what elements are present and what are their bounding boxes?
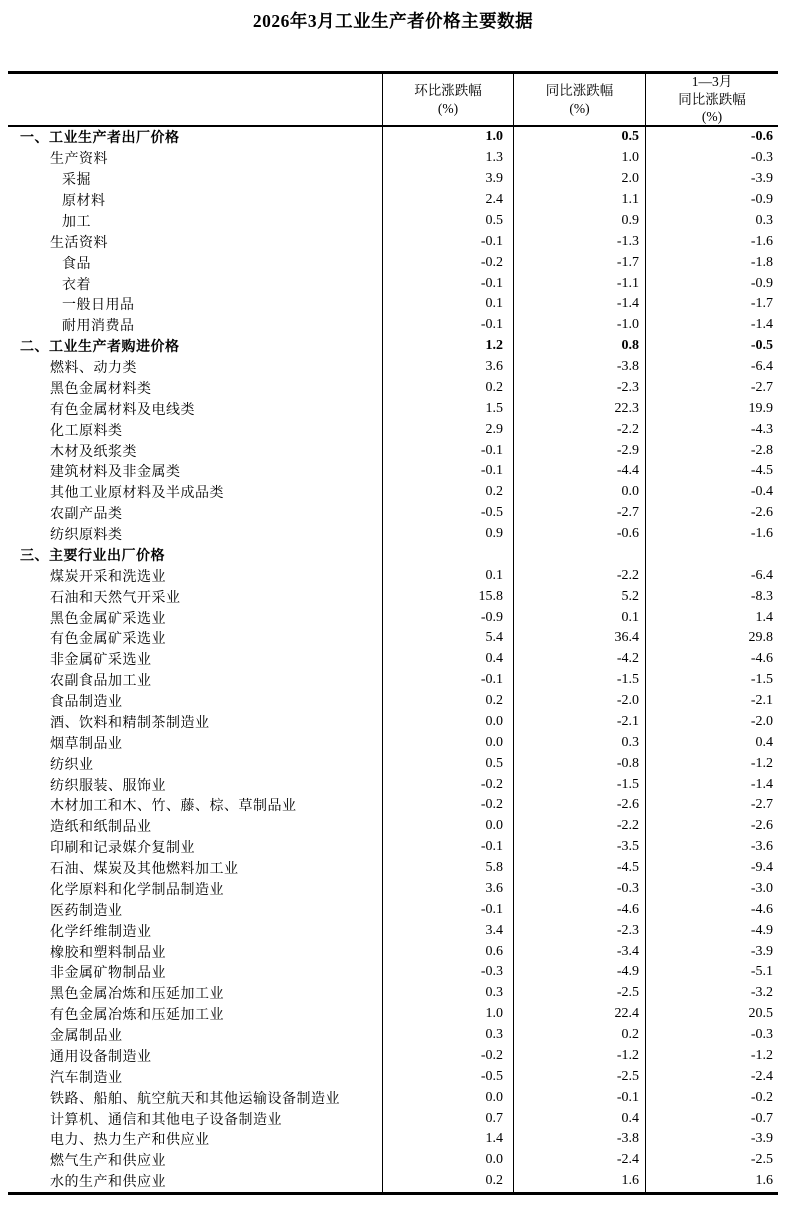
row-label: 采掘 [62,173,91,189]
row-label: 医药制造业 [50,903,123,919]
cell-yoy-change: -2.1 [513,712,645,733]
cell-cumulative-yoy: -2.4 [645,1066,778,1087]
cell-cumulative-yoy: -2.6 [645,503,778,524]
cell-mom-change: 1.0 [382,1004,513,1025]
row-label: 黑色金属材料类 [50,381,152,397]
header-label-cell [8,74,382,125]
row-label: 燃料、动力类 [50,361,137,377]
row-label: 纺织服装、服饰业 [50,778,166,794]
cell-mom-change: -0.2 [382,1046,513,1067]
cell-yoy-change: -4.5 [513,858,645,879]
table-row [8,649,778,670]
cell-cumulative-yoy: -4.6 [645,649,778,670]
cell-yoy-change: -3.8 [513,1129,645,1150]
cell-mom-change: -0.9 [382,607,513,628]
cell-yoy-change: -3.4 [513,941,645,962]
table-row [8,879,778,900]
row-label: 纺织原料类 [50,528,123,544]
table-row [8,1046,778,1067]
cell-cumulative-yoy: -0.9 [645,273,778,294]
cell-mom-change: 0.2 [382,482,513,503]
cell-cumulative-yoy: -1.2 [645,1046,778,1067]
row-label: 造纸和纸制品业 [50,820,152,836]
row-label: 有色金属矿采选业 [50,632,166,648]
table-row [8,231,778,252]
cell-mom-change: 0.5 [382,753,513,774]
table-row [8,315,778,336]
cell-yoy-change: 22.4 [513,1004,645,1025]
cell-yoy-change: -1.7 [513,252,645,273]
cell-cumulative-yoy: -2.6 [645,816,778,837]
cell-mom-change: 0.7 [382,1108,513,1129]
cell-mom-change: 0.0 [382,712,513,733]
row-label: 建筑材料及非金属类 [50,465,181,481]
cell-cumulative-yoy: -0.2 [645,1087,778,1108]
row-label: 耐用消费品 [62,319,135,335]
table-header [8,74,778,127]
cell-mom-change: -0.3 [382,962,513,983]
cell-yoy-change: -0.6 [513,524,645,545]
table-row [8,378,778,399]
header-mom-line2: (%) [437,100,459,116]
table-row [8,503,778,524]
cell-yoy-change: 0.1 [513,607,645,628]
row-label: 有色金属冶炼和压延加工业 [50,1008,224,1024]
cell-mom-change: -0.2 [382,774,513,795]
cell-yoy-change: 0.4 [513,1108,645,1129]
row-label: 木材加工和木、竹、藤、棕、草制品业 [50,799,297,815]
row-label: 通用设备制造业 [50,1049,152,1065]
row-label: 木材及纸浆类 [50,444,137,460]
cell-yoy-change [513,545,645,566]
cell-mom-change: 1.0 [382,127,513,148]
cell-mom-change: 0.0 [382,816,513,837]
table-row [8,419,778,440]
header-cumulative-yoy [645,74,778,125]
cell-cumulative-yoy: -3.9 [645,169,778,190]
cell-mom-change: 0.6 [382,941,513,962]
table-row [8,1171,778,1192]
table-row [8,1087,778,1108]
table-row [8,357,778,378]
cell-cumulative-yoy: -2.1 [645,691,778,712]
table-row [8,983,778,1004]
row-label: 化工原料类 [50,423,123,439]
cell-yoy-change: 0.8 [513,336,645,357]
table-row [8,1025,778,1046]
row-label: 铁路、船舶、航空航天和其他运输设备制造业 [50,1091,340,1107]
cell-mom-change: -0.5 [382,1066,513,1087]
cell-mom-change: 0.4 [382,649,513,670]
cell-mom-change: 0.5 [382,211,513,232]
table-row [8,712,778,733]
header-cum-line3: (%) [701,109,723,125]
cell-cumulative-yoy: -3.9 [645,941,778,962]
cell-yoy-change: -2.7 [513,503,645,524]
row-label: 石油、煤炭及其他燃料加工业 [50,862,239,878]
cell-mom-change: 5.8 [382,858,513,879]
table-row [8,169,778,190]
cell-yoy-change: -2.2 [513,565,645,586]
cell-mom-change: 3.9 [382,169,513,190]
row-label: 黑色金属冶炼和压延加工业 [50,987,224,1003]
cell-mom-change: 0.1 [382,565,513,586]
row-label: 印刷和记录媒介复制业 [50,841,195,857]
row-label: 非金属矿采选业 [50,653,152,669]
cell-cumulative-yoy: 1.6 [645,1171,778,1192]
cell-yoy-change: 1.6 [513,1171,645,1192]
table-row [8,252,778,273]
cell-mom-change: -0.1 [382,899,513,920]
cell-cumulative-yoy: -1.8 [645,252,778,273]
table-row [8,899,778,920]
cell-cumulative-yoy: -0.3 [645,148,778,169]
cell-mom-change: 3.6 [382,357,513,378]
cell-cumulative-yoy: -3.0 [645,879,778,900]
table-row [8,586,778,607]
cell-yoy-change: 22.3 [513,398,645,419]
cell-cumulative-yoy: -0.3 [645,1025,778,1046]
header-yoy-change [513,74,645,125]
cell-mom-change: 1.3 [382,148,513,169]
cell-yoy-change: -2.5 [513,983,645,1004]
cell-cumulative-yoy: 0.3 [645,211,778,232]
cell-mom-change: 2.4 [382,190,513,211]
cell-mom-change: 0.0 [382,732,513,753]
cell-cumulative-yoy: -5.1 [645,962,778,983]
table-row [8,753,778,774]
row-label: 原材料 [62,194,106,210]
cell-mom-change: -0.1 [382,315,513,336]
cell-yoy-change: -1.5 [513,774,645,795]
row-label: 计算机、通信和其他电子设备制造业 [50,1112,282,1128]
cell-cumulative-yoy: -1.5 [645,670,778,691]
cell-mom-change: 0.1 [382,294,513,315]
row-label: 生产资料 [50,152,108,168]
cell-yoy-change: 36.4 [513,628,645,649]
table-row [8,774,778,795]
header-mom-change [382,74,513,125]
cell-cumulative-yoy: -2.5 [645,1150,778,1171]
row-label: 酒、饮料和精制茶制造业 [50,715,210,731]
table-row [8,211,778,232]
cell-mom-change: 0.0 [382,1150,513,1171]
table-row [8,440,778,461]
cell-cumulative-yoy: -1.6 [645,524,778,545]
cell-cumulative-yoy: -3.9 [645,1129,778,1150]
cell-mom-change: 1.5 [382,398,513,419]
row-label: 燃气生产和供应业 [50,1154,166,1170]
cell-cumulative-yoy: 20.5 [645,1004,778,1025]
cell-mom-change: -0.1 [382,461,513,482]
table-row [8,837,778,858]
row-label: 黑色金属矿采选业 [50,611,166,627]
table-row [8,127,778,148]
cell-mom-change: 2.9 [382,419,513,440]
row-label: 食品制造业 [50,695,123,711]
cell-mom-change: 3.4 [382,920,513,941]
row-label: 生活资料 [50,235,108,251]
cell-mom-change: 3.6 [382,879,513,900]
row-label: 其他工业原材料及半成品类 [50,486,224,502]
row-label: 橡胶和塑料制品业 [50,945,166,961]
cell-cumulative-yoy: 19.9 [645,398,778,419]
cell-mom-change: 1.4 [382,1129,513,1150]
row-label: 农副产品类 [50,507,123,523]
table-row [8,1150,778,1171]
cell-cumulative-yoy: -1.2 [645,753,778,774]
table-row [8,190,778,211]
cell-cumulative-yoy: -2.7 [645,795,778,816]
cell-yoy-change: 0.2 [513,1025,645,1046]
row-label: 非金属矿物制品业 [50,966,166,982]
cell-mom-change: 0.9 [382,524,513,545]
table-row [8,1004,778,1025]
table-row [8,524,778,545]
header-mom-line1: 环比涨跌幅 [414,82,482,98]
cell-cumulative-yoy: -0.6 [645,127,778,148]
table-row [8,482,778,503]
cell-cumulative-yoy: -1.4 [645,315,778,336]
table-row [8,336,778,357]
cell-yoy-change: -4.2 [513,649,645,670]
cell-cumulative-yoy: -1.6 [645,231,778,252]
cell-yoy-change: -0.1 [513,1087,645,1108]
cell-yoy-change: -2.4 [513,1150,645,1171]
cell-yoy-change: -1.5 [513,670,645,691]
cell-yoy-change: -2.3 [513,920,645,941]
cell-yoy-change: -3.8 [513,357,645,378]
table-row [8,920,778,941]
cell-mom-change: -0.2 [382,795,513,816]
table-row [8,1066,778,1087]
row-label: 水的生产和供应业 [50,1175,166,1191]
cell-cumulative-yoy: -8.3 [645,586,778,607]
cell-cumulative-yoy: -0.9 [645,190,778,211]
header-cum-line1: 1—3月 [691,73,733,89]
table-row [8,628,778,649]
row-label: 石油和天然气开采业 [50,590,181,606]
table-row [8,670,778,691]
table-row [8,795,778,816]
table-row [8,858,778,879]
cell-yoy-change: -2.6 [513,795,645,816]
table-row [8,148,778,169]
cell-yoy-change: -3.5 [513,837,645,858]
cell-cumulative-yoy: -1.4 [645,774,778,795]
cell-yoy-change: -1.2 [513,1046,645,1067]
table-row [8,962,778,983]
cell-yoy-change: 5.2 [513,586,645,607]
cell-cumulative-yoy: -4.6 [645,899,778,920]
cell-cumulative-yoy: -1.7 [645,294,778,315]
cell-mom-change: -0.2 [382,252,513,273]
cell-mom-change: -0.1 [382,231,513,252]
cell-cumulative-yoy: -9.4 [645,858,778,879]
cell-yoy-change: -1.4 [513,294,645,315]
row-label: 加工 [62,214,91,230]
row-label: 烟草制品业 [50,736,123,752]
table-row [8,398,778,419]
cell-mom-change: 5.4 [382,628,513,649]
cell-yoy-change: 0.9 [513,211,645,232]
cell-mom-change: -0.1 [382,273,513,294]
row-label: 化学原料和化学制品制造业 [50,882,224,898]
row-label: 一、工业生产者出厂价格 [20,131,180,147]
header-yoy-line1: 同比涨跌幅 [545,82,614,98]
row-label: 食品 [62,256,91,272]
cell-cumulative-yoy: 29.8 [645,628,778,649]
cell-cumulative-yoy: -0.7 [645,1108,778,1129]
row-label: 纺织业 [50,757,94,773]
table-body [8,127,778,1192]
row-label: 电力、热力生产和供应业 [50,1133,210,1149]
row-label: 有色金属材料及电线类 [50,402,195,418]
cell-yoy-change: 0.0 [513,482,645,503]
header-yoy-line2: (%) [569,100,590,116]
cell-yoy-change: -4.6 [513,899,645,920]
row-label: 衣着 [62,277,91,293]
cell-yoy-change: -1.0 [513,315,645,336]
cell-mom-change: 0.3 [382,983,513,1004]
cell-mom-change: 1.2 [382,336,513,357]
cell-yoy-change: -2.9 [513,440,645,461]
cell-cumulative-yoy: -0.4 [645,482,778,503]
table-row [8,1108,778,1129]
table-row [8,294,778,315]
cell-cumulative-yoy: -2.7 [645,378,778,399]
table-row [8,461,778,482]
cell-mom-change: 15.8 [382,586,513,607]
table-row [8,691,778,712]
page-title: 2026年3月工业生产者价格主要数据 [252,11,534,31]
cell-cumulative-yoy [645,545,778,566]
cell-cumulative-yoy: -4.9 [645,920,778,941]
cell-yoy-change: -2.5 [513,1066,645,1087]
cell-cumulative-yoy: -4.5 [645,461,778,482]
cell-cumulative-yoy: -3.6 [645,837,778,858]
cell-cumulative-yoy: 1.4 [645,607,778,628]
row-label: 一般日用品 [62,298,135,314]
cell-mom-change: 0.2 [382,378,513,399]
row-label: 农副食品加工业 [50,674,152,690]
cell-cumulative-yoy: -6.4 [645,357,778,378]
cell-yoy-change: 1.1 [513,190,645,211]
cell-cumulative-yoy: -2.8 [645,440,778,461]
cell-yoy-change: -2.0 [513,691,645,712]
cell-yoy-change: -2.3 [513,378,645,399]
table-row [8,941,778,962]
row-label: 化学纤维制造业 [50,924,152,940]
cell-yoy-change: -2.2 [513,419,645,440]
table-row [8,607,778,628]
cell-mom-change: 0.2 [382,691,513,712]
cell-cumulative-yoy: -4.3 [645,419,778,440]
table-row [8,1129,778,1150]
cell-yoy-change: 0.3 [513,732,645,753]
cell-mom-change: -0.1 [382,440,513,461]
cell-yoy-change: -1.3 [513,231,645,252]
cell-mom-change: 0.3 [382,1025,513,1046]
cell-mom-change: -0.1 [382,837,513,858]
cell-cumulative-yoy: -0.5 [645,336,778,357]
cell-yoy-change: -0.8 [513,753,645,774]
table-row [8,816,778,837]
cell-cumulative-yoy: -3.2 [645,983,778,1004]
row-label: 煤炭开采和洗选业 [50,569,166,585]
cell-yoy-change: -2.2 [513,816,645,837]
cell-mom-change: 0.2 [382,1171,513,1192]
cell-yoy-change: 1.0 [513,148,645,169]
cell-mom-change: -0.5 [382,503,513,524]
cell-mom-change: -0.1 [382,670,513,691]
price-table [8,71,778,1195]
row-label: 二、工业生产者购进价格 [20,340,180,356]
row-label: 三、主要行业出厂价格 [20,548,165,564]
cell-mom-change: 0.0 [382,1087,513,1108]
cell-cumulative-yoy: 0.4 [645,732,778,753]
cell-yoy-change: 2.0 [513,169,645,190]
row-label: 汽车制造业 [50,1070,123,1086]
header-cum-line2: 同比涨跌幅 [678,91,746,107]
cell-yoy-change: -4.9 [513,962,645,983]
table-row [8,565,778,586]
cell-yoy-change: 0.5 [513,127,645,148]
cell-yoy-change: -1.1 [513,273,645,294]
cell-cumulative-yoy: -6.4 [645,565,778,586]
cell-yoy-change: -4.4 [513,461,645,482]
cell-cumulative-yoy: -2.0 [645,712,778,733]
table-row [8,273,778,294]
cell-mom-change [382,545,513,566]
row-label: 金属制品业 [50,1029,123,1045]
table-row [8,545,778,566]
table-row [8,732,778,753]
cell-yoy-change: -0.3 [513,879,645,900]
